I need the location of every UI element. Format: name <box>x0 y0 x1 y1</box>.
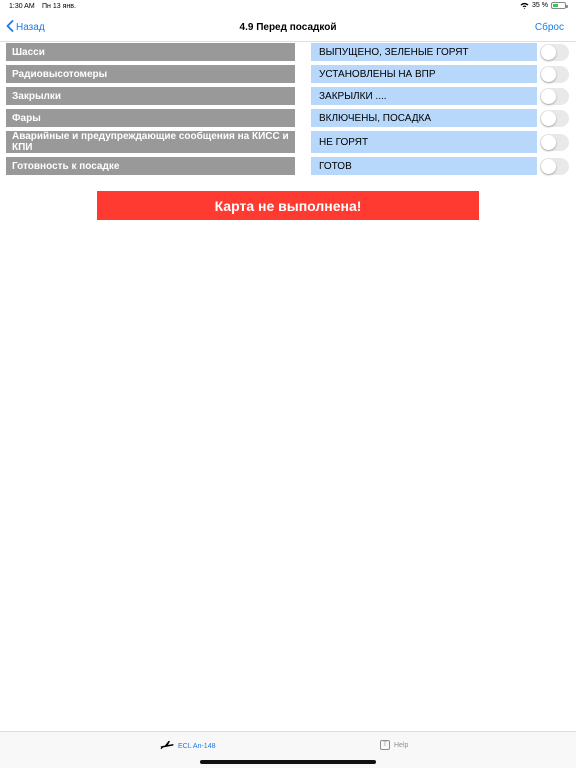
page-title: 4.9 Перед посадкой <box>239 22 337 33</box>
tab-help[interactable] <box>380 740 408 750</box>
battery-percent: 35 % <box>532 2 548 9</box>
battery-fill <box>553 4 558 7</box>
checklist-row <box>0 64 576 86</box>
tab-help-label: Help <box>394 741 409 749</box>
item-toggle[interactable] <box>540 66 569 83</box>
toggle-knob <box>541 67 556 82</box>
toggle-knob <box>541 111 556 126</box>
item-label: Аварийные и предупреждающие сообщения на КИСС и КПИ <box>6 131 295 153</box>
toggle-knob <box>541 89 556 104</box>
item-toggle[interactable] <box>540 88 569 105</box>
item-toggle[interactable] <box>540 134 569 151</box>
item-label: Готовность к посадке <box>6 157 295 175</box>
toggle-knob <box>541 135 556 150</box>
item-label: Радиовысотомеры <box>6 65 295 83</box>
reset-button[interactable]: Сброс <box>534 22 564 33</box>
item-value: ВЫПУЩЕНО, ЗЕЛЕНЫЕ ГОРЯТ <box>311 43 537 61</box>
checklist-status-banner: Карта не выполнена! <box>97 191 479 220</box>
checklist <box>0 42 576 178</box>
status-date: Пн 13 янв. <box>42 3 76 10</box>
checklist-row <box>0 156 576 178</box>
item-value: ГОТОВ <box>311 157 537 175</box>
back-label: Назад <box>16 22 45 33</box>
airplane-icon <box>160 740 174 752</box>
item-value: ВКЛЮЧЕНЫ, ПОСАДКА <box>311 109 537 127</box>
item-value: НЕ ГОРЯТ <box>311 131 537 153</box>
nav-bar <box>0 14 576 42</box>
item-toggle[interactable] <box>540 158 569 175</box>
checklist-row <box>0 130 576 156</box>
item-value: УСТАНОВЛЕНЫ НА ВПР <box>311 65 537 83</box>
item-label: Закрылки <box>6 87 295 105</box>
home-indicator <box>200 760 376 764</box>
item-toggle[interactable] <box>540 44 569 61</box>
status-right <box>520 2 566 9</box>
status-bar <box>0 0 576 14</box>
toggle-knob <box>541 45 556 60</box>
status-time: 1:30 AM <box>9 3 35 10</box>
checklist-row <box>0 108 576 130</box>
toggle-knob <box>541 159 556 174</box>
tab-ecl[interactable] <box>160 740 216 752</box>
tab-ecl-label: ECL An-148 <box>178 742 216 750</box>
item-toggle[interactable] <box>540 110 569 127</box>
checklist-row <box>0 86 576 108</box>
checklist-row <box>0 42 576 64</box>
help-icon: T <box>380 740 390 750</box>
item-label: Шасси <box>6 43 295 61</box>
item-label: Фары <box>6 109 295 127</box>
item-value: ЗАКРЫЛКИ .... <box>311 87 537 105</box>
wifi-icon <box>520 2 529 9</box>
battery-icon <box>551 2 566 9</box>
